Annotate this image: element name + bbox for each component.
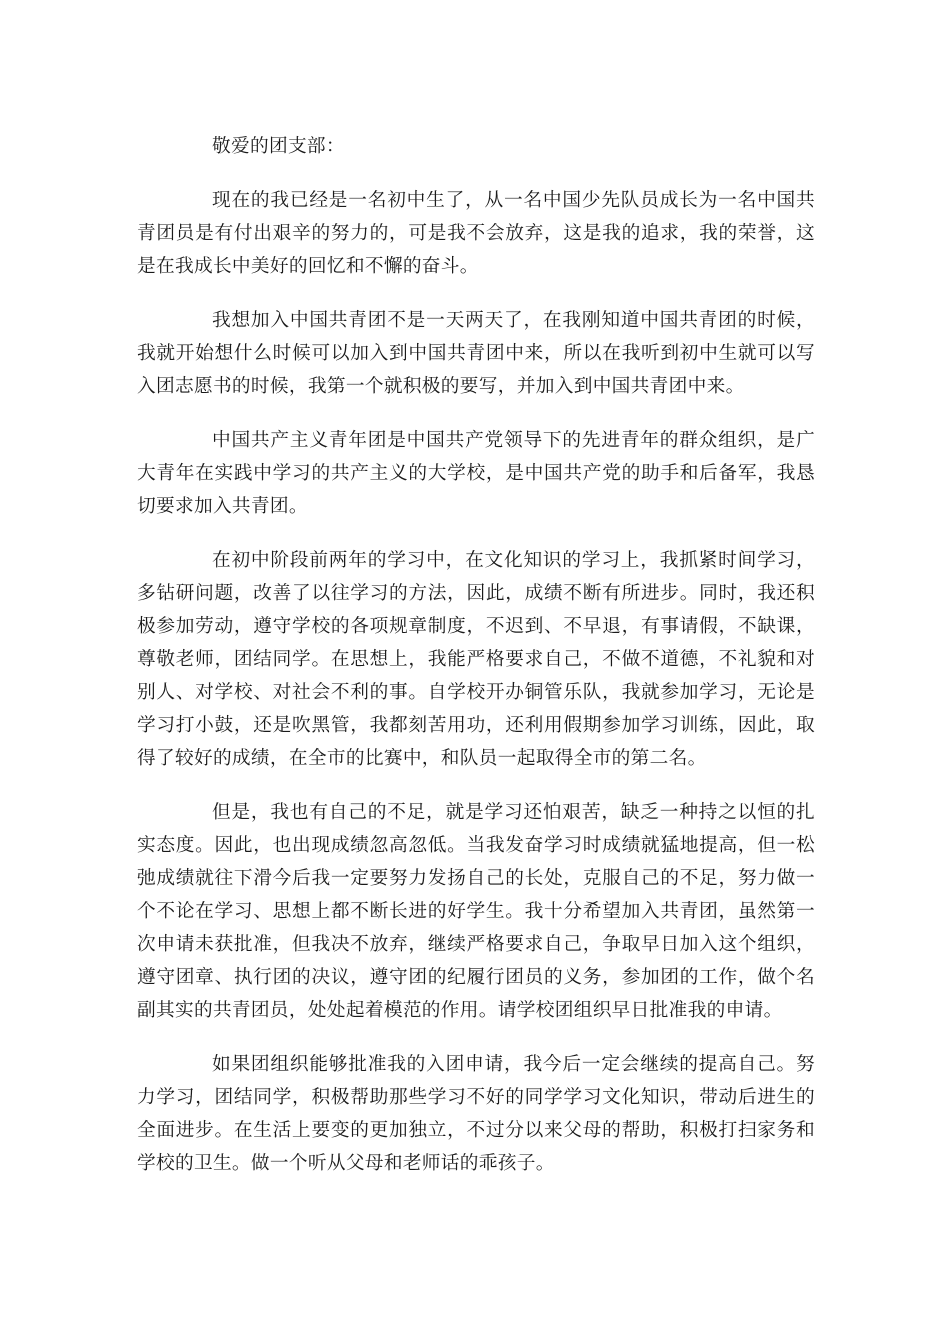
paragraph-6: 如果团组织能够批准我的入团申请，我今后一定会继续的提高自己。努力学习，团结同学，积极帮助那些学习不好的同学学习文化知识，带动后进生的全面进步。在生活上要变的更加独立，不过分以来父母的帮助，积极打扫家务和学校的卫生。做一个听从父母和老师话的乖孩子。 <box>137 1054 815 1174</box>
paragraph-5: 但是，我也有自己的不足，就是学习还怕艰苦，缺乏一种持之以恒的扎实态度。因此，也出现成绩忽高忽低。当我发奋学习时成绩就猛地提高，但一松弛成绩就往下滑今后我一定要努力发扬自己的长处，克服自己的不足，努力做一个不论在学习、思想上都不断长进的好学生。我十分希望加入共青团，虽然第一次申请未获批准，但我决不放弃，继续严格要求自己，争取早日加入这个组织，遵守团章、执行团的决议，遵守团的纪履行团员的义务，参加团的工作，做个名副其实的共青团员，处处起着模范的作用。请学校团组织早日批准我的申请。 <box>137 802 815 1021</box>
paragraph-1: 现在的我已经是一名初中生了，从一名中国少先队员成长为一名中国共青团员是有付出艰辛的努力的，可是我不会放弃，这是我的追求，我的荣誉，这是在我成长中美好的回忆和不懈的奋斗。 <box>137 190 815 277</box>
letter-body <box>137 130 815 1201</box>
paragraph-2: 我想加入中国共青团不是一天两天了，在我刚知道中国共青团的时候，我就开始想什么时候可以加入到中国共青团中来，所以在我听到初中生就可以写入团志愿书的时候，我第一个就积极的要写，并加入到中国共青团中来。 <box>137 310 815 397</box>
paragraph-3: 中国共产主义青年团是中国共产党领导下的先进青年的群众组织，是广大青年在实践中学习的共产主义的大学校，是中国共产党的助手和后备军，我恳切要求加入共青团。 <box>137 430 815 517</box>
salutation: 敬爱的团支部： <box>212 136 345 157</box>
paragraph-4: 在初中阶段前两年的学习中，在文化知识的学习上，我抓紧时间学习，多钻研问题，改善了以往学习的方法，因此，成绩不断有所进步。同时，我还积极参加劳动，遵守学校的各项规章制度，不迟到、不早退，有事请假，不缺课，尊敬老师，团结同学。在思想上，我能严格要求自己，不做不道德，不礼貌和对别人、对学校、对社会不利的事。自学校开办铜管乐队，我就参加学习，无论是学习打小鼓，还是吹黑管，我都刻苦用功，还利用假期参加学习训练，因此，取得了较好的成绩，在全市的比赛中，和队员一起取得全市的第二名。 <box>137 550 815 769</box>
